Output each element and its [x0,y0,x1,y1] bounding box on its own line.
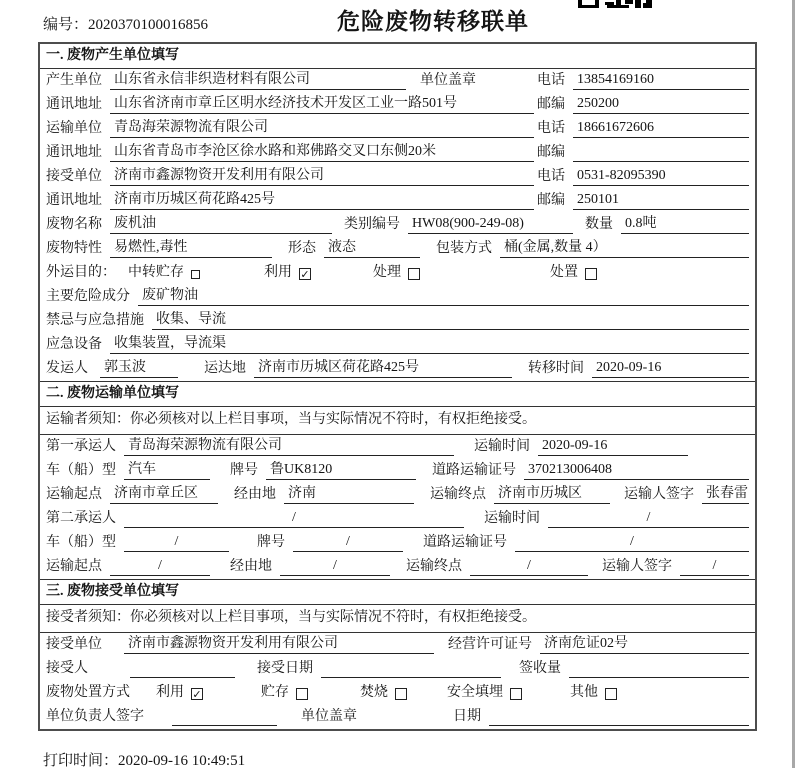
print-time [43,749,245,770]
manifest-form [38,42,757,731]
shipper-label: 发运人 [46,361,88,376]
receiver-address-label: 通讯地址 [46,193,102,208]
category-label: 类别编号 [344,217,400,232]
time2-label: 运输时间 [484,511,540,526]
quantity-value: 0.8吨 [621,215,749,234]
emergency-value: 收集、导流 [152,311,749,330]
purpose-treat-label: 处理 [373,265,401,280]
plate2-value: / [293,533,403,552]
row-waste-property [40,237,755,261]
section3-header: 三. 废物接受单位填写 [40,579,755,605]
hazard-label: 主要危险成分 [46,289,130,304]
purpose-transfer-checkbox [191,270,200,279]
license2-value: / [515,533,749,552]
carrier1-label: 第一承运人 [46,439,116,454]
purpose-label: 外运目的： [46,265,116,280]
transporter-phone-value: 18661672606 [573,119,749,138]
producer-label: 产生单位 [46,73,102,88]
sign2-label: 运输人签字 [602,559,672,574]
time2-value: / [548,509,749,528]
transfer-date-label: 转移时间 [528,361,584,376]
receiver-label: 接受单位 [46,169,102,184]
origin1-label: 运输起点 [46,487,102,502]
producer-phone-label: 电话 [537,73,565,88]
receiver-address-value: 济南市历城区荷花路425号 [110,191,534,210]
date-value [489,707,749,726]
via2-value: / [280,557,390,576]
plate1-label: 牌号 [230,463,258,478]
qr-code-fragment-icon [578,0,652,9]
receiver-value: 济南市鑫源物资开发利用有限公司 [110,167,534,186]
row-producer [40,69,755,93]
transporter-zip-value [573,143,749,162]
receiver-zip-label: 邮编 [537,193,565,208]
hazard-value: 废矿物油 [138,287,749,306]
recipient-label: 接受人 [46,661,88,676]
producer-phone-value: 13854169160 [573,71,749,90]
producer-zip-label: 邮编 [537,97,565,112]
quantity-label: 数量 [585,217,613,232]
recipient-value [130,659,235,678]
disposal-burn-label: 焚烧 [360,685,388,700]
origin2-value: / [110,557,210,576]
disposal-store-checkbox [296,688,308,700]
row-waste-name [40,213,755,237]
transporter-phone-label: 电话 [537,121,565,136]
disposal-use-label: 利用 [156,685,184,700]
row-signer [40,705,755,729]
unit-seal2-label: 单位盖章 [301,709,357,724]
row-disposal [40,681,755,705]
row-receiver [40,165,755,189]
producer-value: 山东省永信非织造材料有限公司 [110,71,406,90]
row-emergency [40,309,755,333]
time1-label: 运输时间 [474,439,530,454]
equipment-label: 应急设备 [46,337,102,352]
carrier1-value: 青岛海荣源物流有限公司 [124,437,454,456]
plate1-value: 鲁UK8120 [266,461,416,480]
purpose-use-label: 利用 [264,265,292,280]
waste-name-value: 废机油 [110,215,332,234]
transporter-value: 青岛海荣源物流有限公司 [110,119,534,138]
sign2-value: / [680,557,749,576]
origin1-value: 济南市章丘区 [110,485,218,504]
row-route1 [40,483,755,507]
transporter-label: 运输单位 [46,121,102,136]
origin2-label: 运输起点 [46,559,102,574]
section2-notice: 运输者须知：你必须核对以上栏目事项，当与实际情况不符时，有权拒绝接受。 [40,407,755,435]
vehicle2-value: / [124,533,229,552]
accept-unit-value: 济南市鑫源物资开发利用有限公司 [124,635,434,654]
transporter-address-value: 山东省青岛市李沧区徐水路和郑佛路交叉口东侧20米 [110,143,534,162]
end2-value: / [470,557,588,576]
disposal-landfill-label: 安全填埋 [447,685,503,700]
document-header [0,0,796,42]
disposal-store-label: 贮存 [261,685,289,700]
signer-label: 单位负责人签字 [46,709,144,724]
end1-label: 运输终点 [430,487,486,502]
destination-value: 济南市历城区荷花路425号 [254,359,512,378]
disposal-landfill-checkbox [510,688,522,700]
row-recipient [40,657,755,681]
row-route2 [40,555,755,579]
property-label: 废物特性 [46,241,102,256]
end2-label: 运输终点 [406,559,462,574]
license2-label: 道路运输证号 [423,535,507,550]
time1-value: 2020-09-16 [538,437,688,456]
row-purpose [40,261,755,285]
packing-label: 包装方式 [436,241,492,256]
via2-label: 经由地 [230,559,272,574]
section1-header: 一. 废物产生单位填写 [40,44,755,69]
packing-value: 桶(金属,数量 4） [500,239,749,258]
purpose-dispose-label: 处置 [550,265,578,280]
accept-unit-label: 接受单位 [46,637,102,652]
page-right-edge [792,0,795,768]
disposal-other-checkbox [605,688,617,700]
producer-address-label: 通讯地址 [46,97,102,112]
vehicle2-label: 车（船）型 [46,535,116,550]
permit-label: 经营许可证号 [448,637,532,652]
producer-zip-value: 250200 [573,95,749,114]
receiver-phone-value: 0531-82095390 [573,167,749,186]
serial-label: 编号： [43,17,89,33]
destination-label: 运达地 [204,361,246,376]
section3-notice: 接受者须知：你必须核对以上栏目事项，当与实际情况不符时，有权拒绝接受。 [40,605,755,633]
sign1-label: 运输人签字 [624,487,694,502]
producer-address-value: 山东省济南市章丘区明水经济技术开发区工业一路501号 [110,95,534,114]
page-title: 危险废物转移联单 [337,9,529,34]
form-value: 液态 [324,239,420,258]
equipment-value: 收集装置，导流渠 [110,335,749,354]
carrier2-value: / [124,509,464,528]
row-producer-address [40,93,755,117]
vehicle1-value: 汽车 [124,461,210,480]
plate2-label: 牌号 [257,535,285,550]
via1-label: 经由地 [234,487,276,502]
section2-header: 二. 废物运输单位填写 [40,381,755,407]
via1-value: 济南 [284,485,414,504]
emergency-label: 禁忌与应急措施 [46,313,144,328]
end1-value: 济南市历城区 [494,485,610,504]
received-qty-value [569,659,749,678]
row-transporter-address [40,141,755,165]
vehicle1-label: 车（船）型 [46,463,116,478]
signer-value [172,707,277,726]
unit-seal-label: 单位盖章 [420,73,476,88]
purpose-dispose-checkbox [585,268,597,280]
date-label: 日期 [453,709,481,724]
sign1-value: 张春雷 [702,485,749,504]
received-qty-label: 签收量 [519,661,561,676]
purpose-use-checkbox: ✓ [300,268,310,281]
row-hazard [40,285,755,309]
print-time-value: 2020-09-16 10:49:51 [118,753,246,769]
disposal-label: 废物处置方式 [46,685,130,700]
row-vehicle1 [40,459,755,483]
license1-value: 370213006408 [524,461,749,480]
transporter-address-label: 通讯地址 [46,145,102,160]
transporter-zip-label: 邮编 [537,145,565,160]
purpose-treat-checkbox [408,268,420,280]
permit-value: 济南危证02号 [540,635,749,654]
row-shipper [40,357,755,381]
row-carrier2 [40,507,755,531]
row-carrier1 [40,435,755,459]
category-value: HW08(900-249-08) [408,215,573,234]
waste-name-label: 废物名称 [46,217,102,232]
serial-value: 2020370100016856 [88,17,209,33]
receiver-phone-label: 电话 [537,169,565,184]
row-vehicle2 [40,531,755,555]
row-equipment [40,333,755,357]
row-accept-unit [40,633,755,657]
form-label: 形态 [288,241,316,256]
disposal-use-checkbox: ✓ [192,688,202,701]
carrier2-label: 第二承运人 [46,511,116,526]
disposal-other-label: 其他 [570,685,598,700]
receiver-zip-value: 250101 [573,191,749,210]
property-value: 易燃性,毒性 [110,239,272,258]
license1-label: 道路运输证号 [432,463,516,478]
disposal-burn-checkbox [395,688,407,700]
row-transporter [40,117,755,141]
purpose-transfer-label: 中转贮存 [128,265,184,280]
shipper-value: 郭玉波 [100,359,178,378]
row-receiver-address [40,189,755,213]
print-time-label: 打印时间： [43,753,119,769]
transfer-date-value: 2020-09-16 [592,359,749,378]
receive-date-value [321,659,501,678]
receive-date-label: 接受日期 [257,661,313,676]
